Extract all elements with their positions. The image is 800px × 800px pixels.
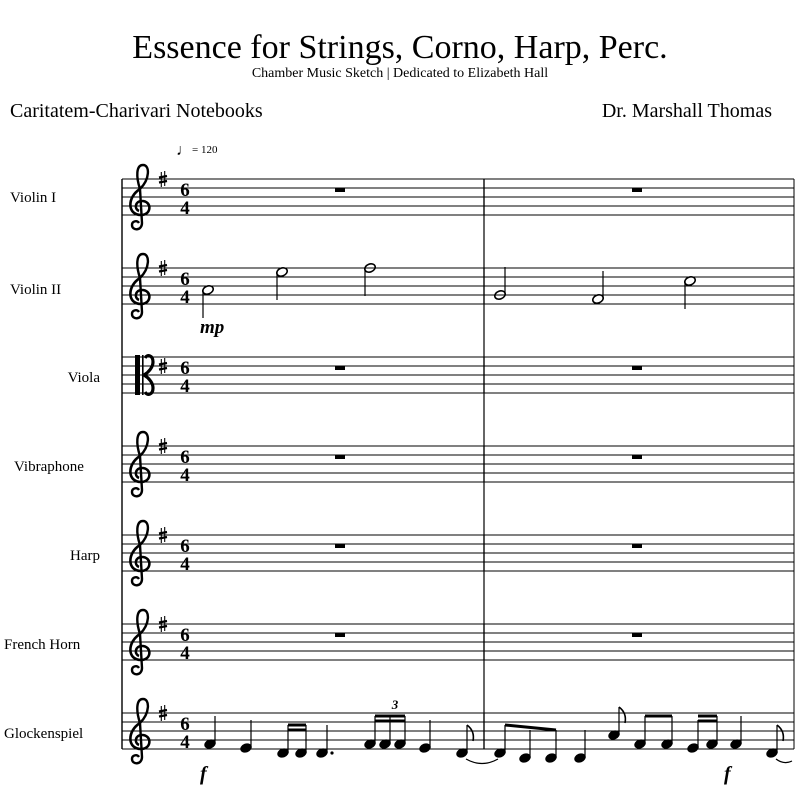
- time-signature-top: 6: [180, 625, 190, 646]
- time-signature-bottom: 4: [180, 198, 190, 219]
- publisher-label: Caritatem-Charivari Notebooks: [10, 100, 263, 122]
- whole-measure-rest: [632, 544, 642, 548]
- augmentation-dot: [330, 751, 333, 754]
- instrument-label-violin-2: Violin II: [10, 282, 62, 298]
- whole-measure-rest: [632, 366, 642, 370]
- whole-measure-rest: [632, 455, 642, 459]
- tempo-value: = 120: [192, 144, 218, 156]
- whole-measure-rest: [335, 544, 345, 548]
- instrument-label-french-horn: French Horn: [4, 637, 81, 653]
- time-signature-bottom: 4: [180, 554, 190, 575]
- dynamic-f: f: [724, 763, 731, 785]
- time-signature-top: 6: [180, 714, 190, 735]
- time-signature-top: 6: [180, 180, 190, 201]
- tie: [466, 759, 498, 764]
- staff: [122, 610, 794, 674]
- instrument-label-harp: Harp: [70, 548, 100, 564]
- time-signature-top: 6: [180, 536, 190, 557]
- dynamic-f: f: [200, 763, 207, 785]
- dynamic-mp: mp: [200, 317, 225, 338]
- note-beam: [505, 725, 556, 730]
- score-subtitle: Chamber Music Sketch | Dedicated to Elizabeth Hall: [251, 66, 549, 81]
- time-signature-bottom: 4: [180, 287, 190, 308]
- instrument-label-violin-1: Violin I: [10, 190, 57, 206]
- whole-measure-rest: [335, 455, 345, 459]
- whole-measure-rest: [335, 188, 345, 192]
- whole-measure-rest: [335, 633, 345, 637]
- staff: [122, 254, 794, 318]
- whole-measure-rest: [335, 366, 345, 370]
- score-title: Essence for Strings, Corno, Harp, Perc.: [132, 29, 668, 66]
- tie: [776, 759, 792, 763]
- staff: [122, 165, 794, 229]
- note-flag: [777, 725, 783, 741]
- whole-measure-rest: [632, 188, 642, 192]
- staff: [122, 432, 794, 496]
- time-signature-top: 6: [180, 269, 190, 290]
- staff: [122, 355, 794, 397]
- note-flag: [619, 707, 625, 723]
- time-signature-top: 6: [180, 447, 190, 468]
- time-signature-bottom: 4: [180, 376, 190, 397]
- quarter-note-icon: ♩: [176, 142, 192, 159]
- composer-label: Dr. Marshall Thomas: [601, 100, 772, 122]
- staff: [122, 521, 794, 585]
- instrument-label-viola: Viola: [67, 370, 100, 386]
- time-signature-bottom: 4: [180, 643, 190, 664]
- whole-measure-rest: [632, 633, 642, 637]
- tuplet-number: 3: [391, 697, 399, 712]
- instrument-label-vibraphone: Vibraphone: [14, 459, 84, 475]
- time-signature-bottom: 4: [180, 732, 190, 753]
- time-signature-bottom: 4: [180, 465, 190, 486]
- instrument-label-glockenspiel: Glockenspiel: [4, 726, 84, 742]
- note-flag: [467, 725, 473, 741]
- time-signature-top: 6: [180, 358, 190, 379]
